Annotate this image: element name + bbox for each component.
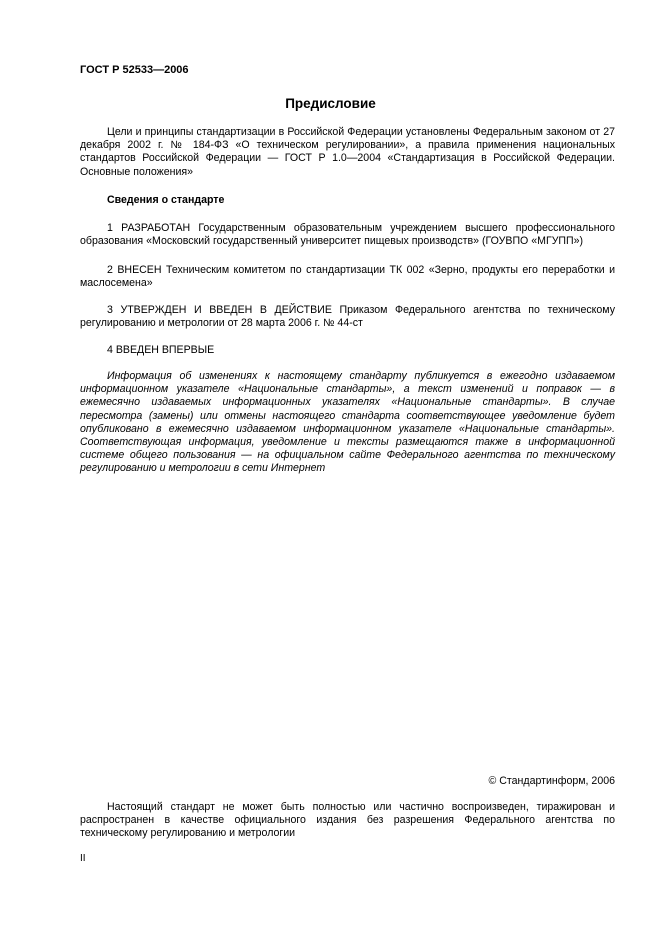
page-title: Предисловие bbox=[285, 96, 376, 111]
item-first-introduced: 4 ВВЕДЕН ВПЕРВЫЕ bbox=[107, 344, 215, 356]
page-number: II bbox=[80, 853, 86, 864]
item-developed: 1 РАЗРАБОТАН Государственным образовательным учреждением высшего профессионального образования «Московский государственный университет пищевых производств» (ГОУВПО «МГУПП») bbox=[80, 222, 615, 248]
document-code: ГОСТ Р 52533—2006 bbox=[80, 64, 189, 76]
notice-paragraph: Информация об изменениях к настоящему стандарту публикуется в ежегодно издаваемом информационном указателе «Национальные стандарты», а текст изменений и поправок — в ежемесячно издаваемых информационных указателях «Национальные стандарты». В случае пересмотра (замены) или отмены настоящего стандарта соответствующее уведомление будет опубликовано в ежемесячно издаваемом информационном указателе «Национальные стандарты». Соответствующая информация, уведомление и тексты размещаются также в информационной системе общего пользования — на официальном сайте Федерального агентства по техническому регулированию и метрологии в сети Интернет bbox=[80, 370, 615, 475]
reproduction-notice: Настоящий стандарт не может быть полностью или частично воспроизведен, тиражирован и распространен в качестве официального издания без разрешения Федерального агентства по техническому регулированию и метрологии bbox=[80, 801, 615, 840]
copyright: © Стандартинформ, 2006 bbox=[488, 775, 615, 787]
intro-paragraph: Цели и принципы стандартизации в Российской Федерации установлены Федеральным законом от 27 декабря 2002 г. № 184-ФЗ «О техническом регулировании», а правила применения национальных стандартов Российской Федерации — ГОСТ Р 1.0—2004 «Стандартизация в Российской Федерации. Основные положения» bbox=[80, 126, 615, 178]
item-submitted: 2 ВНЕСЕН Техническим комитетом по стандартизации ТК 002 «Зерно, продукты его переработки и маслосемена» bbox=[80, 264, 615, 290]
info-heading: Сведения о стандарте bbox=[107, 194, 225, 206]
item-approved: 3 УТВЕРЖДЕН И ВВЕДЕН В ДЕЙСТВИЕ Приказом Федерального агентства по техническому регулированию и метрологии от 28 марта 2006 г. № 44-ст bbox=[80, 304, 615, 330]
